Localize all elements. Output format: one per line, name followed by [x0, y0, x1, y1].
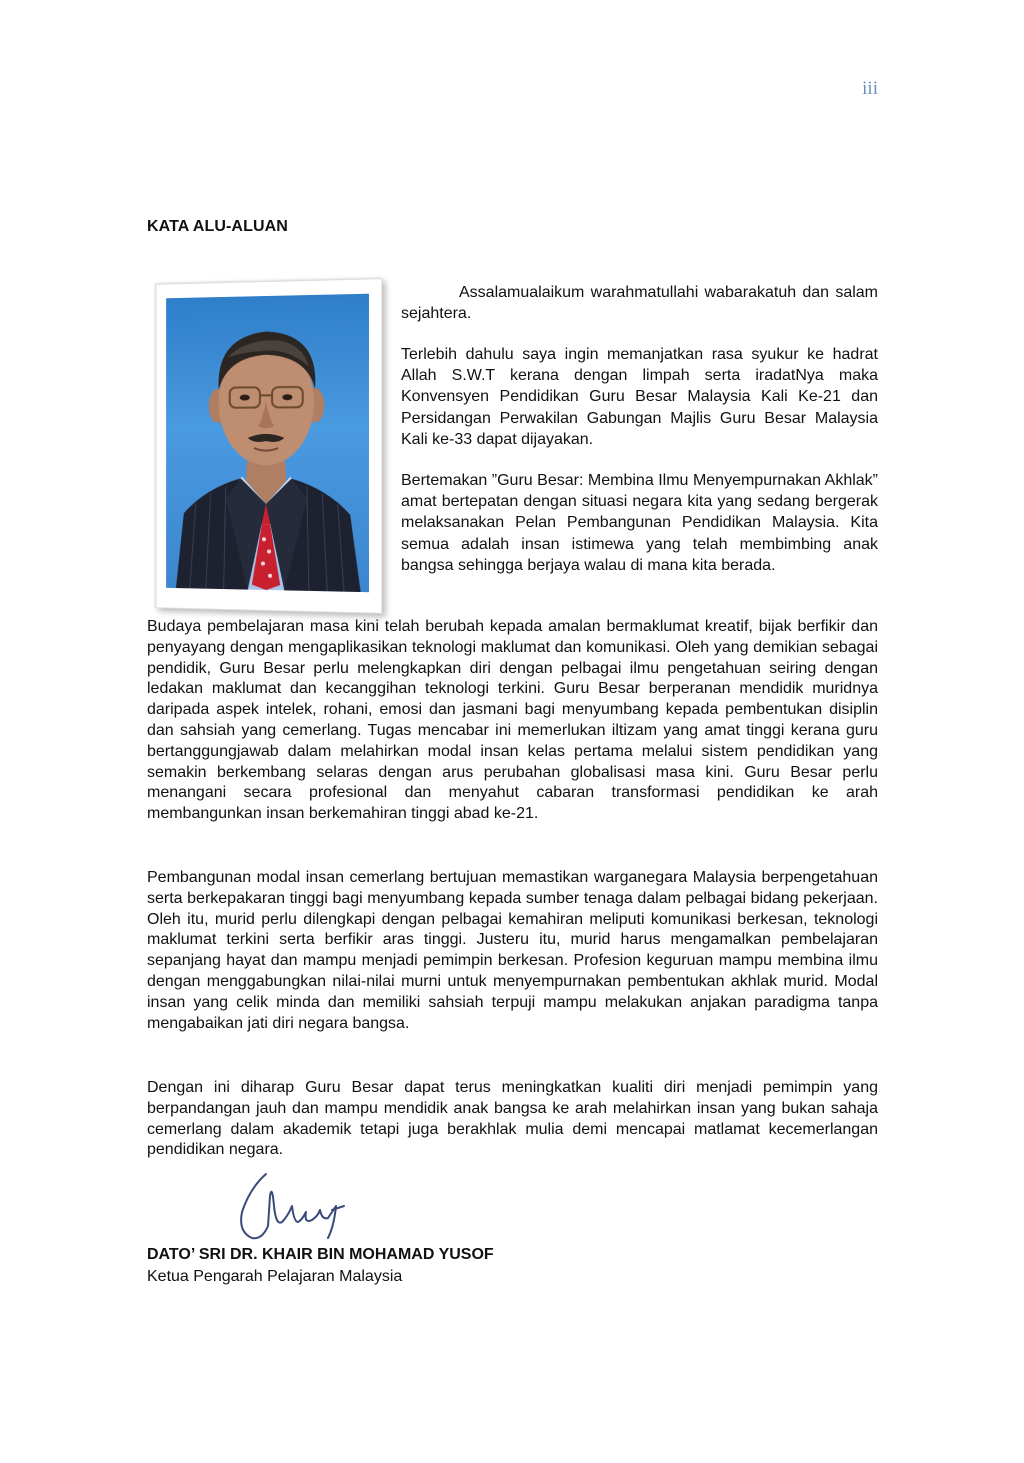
greeting-text: Assalamualaikum warahmatullahi wabarakatuh dan salam sejahtera. — [401, 284, 878, 323]
page-number: iii — [862, 78, 878, 99]
page-title: KATA ALU-ALUAN — [147, 218, 288, 235]
paragraph-text: Pembangunan modal insan cemerlang bertujuan memastikan warganegara Malaysia berpengetahuan serta berkepakaran tinggi bagi menyumbang kepada sumber tenaga dalam pelbagai bidang pekerjaan. Oleh itu, murid perlu dilengkapi dengan pelbagai kemahiran meliputi komunikasi berkesan, teknologi maklumat terkini serta berfikir aras tinggi. Justeru itu, murid harus mengamalkan pembelajaran sepanjang hayat dan mampu menjadi pemimpin berkesan. Profesion keguruan mampu membina ilmu dengan menggabungkan nilai-nilai murni untuk menyempurnakan pembentukan akhlak murid. Modal insan yang celik minda dan memiliki sahsiah terpuji mampu melakukan anjakan paradigma tanpa mengabaikan jati diri negara bangsa. — [147, 869, 878, 1032]
handwritten-signature — [232, 1166, 362, 1248]
paragraph-text: Budaya pembelajaran masa kini telah berubah kepada amalan bermaklumat kreatif, bijak berfikir dan penyayang dengan mengaplikasikan teknologi maklumat dan komunikasi. Oleh yang demikian sebagai pendidik, Guru Besar perlu melengkapkan diri dengan pelbagai ilmu pengetahuan seiring dengan ledakan maklumat dan kecanggihan teknologi terkini. Guru Besar berperanan mendidik muridnya daripada aspek intelek, rohani, emosi dan jasmani bagi menyumbang kepada pembentukan disiplin dan sahsiah yang cemerlang. Tugas mencabar ini memerlukan iltizam yang amat tinggi kerana guru bertanggungjawab dalam melahirkan modal insan kelas pertama melalui sistem pendidikan yang semakin berkembang selaras dengan arus perubahan globalisasi masa kini. Guru Besar perlu menangani secara profesional dan menyahut cabaran transformasi pendidikan ke arah membangunkan insan berkemahiran tinggi abad ke-21. — [147, 618, 878, 823]
body-paragraph-3 — [147, 1078, 878, 1161]
body-paragraph-1 — [147, 617, 878, 825]
signer-name: DATO’ SRI DR. KHAIR BIN MOHAMAD YUSOF — [147, 1246, 494, 1263]
greeting-paragraph — [401, 282, 878, 324]
paragraph-text: Terlebih dahulu saya ingin memanjatkan rasa syukur ke hadrat Allah S.W.T kerana dengan limpah serta iradatNya maka Konvensyen Pendidikan Guru Besar Malaysia Kali Ke-21 dan Persidangan Perwakilan Gabungan Majlis Guru Besar Malaysia Kali ke-33 dapat dijayakan. — [401, 346, 878, 448]
paragraph-text: Dengan ini diharap Guru Besar dapat terus meningkatkan kualiti diri menjadi pemimpin yang berpandangan jauh dan mampu mendidik anak bangsa ke arah melahirkan insan yang bukan sahaja cemerlang dalam akademik tetapi juga berakhlak mulia demi mencapai matlamat kecemerlangan pendidikan negara. — [147, 1079, 878, 1159]
portrait-photo — [166, 294, 369, 593]
portrait-photo-frame — [156, 278, 383, 614]
signer-title: Ketua Pengarah Pelajaran Malaysia — [147, 1268, 403, 1285]
paragraph-text: Bertemakan ”Guru Besar: Membina Ilmu Menyempurnakan Akhlak” amat bertepatan dengan situasi negara kita yang sedang bergerak melaksanakan Pelan Pembangunan Pendidikan Malaysia. Kita semua adalah insan istimewa yang telah membimbing anak bangsa sehingga berjaya walau di mana kita berada. — [401, 472, 878, 574]
body-paragraph-2 — [147, 868, 878, 1034]
portrait-illustration — [166, 294, 369, 593]
paragraph-beside-photo-1 — [401, 344, 878, 450]
paragraph-beside-photo-2 — [401, 470, 878, 576]
